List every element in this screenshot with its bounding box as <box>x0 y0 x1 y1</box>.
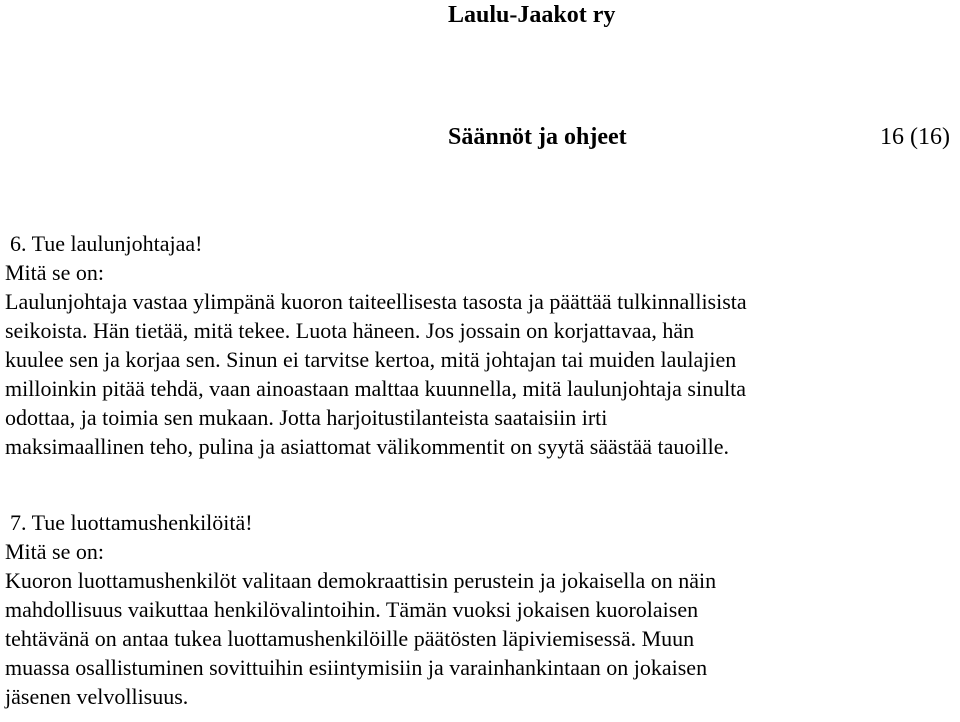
body-line: seikoista. Hän tietää, mitä tekee. Luota häneen. Jos jossain on korjattavaa, hän <box>5 318 695 343</box>
section-heading: 6. Tue laulunjohtajaa! <box>10 231 203 256</box>
body-line: tehtävänä on antaa tukea luottamushenkilöille päätösten läpiviemisessä. Muun <box>5 626 695 651</box>
section-subheading: Mitä se on: <box>5 539 104 564</box>
body-line: jäsenen velvollisuus. <box>5 684 189 709</box>
body-line: muassa osallistuminen sovittuihin esiintymisiin ja varainhankintaan on jokaisen <box>5 655 708 680</box>
page-number: 16 (16) <box>880 124 950 150</box>
body-line: milloinkin pitää tehdä, vaan ainoastaan malttaa kuunnella, mitä laulunjohtaja sinulta <box>5 376 747 401</box>
section-6 <box>5 229 955 461</box>
section-7 <box>5 508 955 711</box>
body-line: maksimaallinen teho, pulina ja asiattomat välikommentit on syytä säästää tauoille. <box>5 434 729 459</box>
organization-name: Laulu-Jaakot ry <box>448 2 616 28</box>
body-line: mahdollisuus vaikuttaa henkilövalintoihin. Tämän vuoksi jokaisen kuorolaisen <box>5 597 699 622</box>
body-line: odottaa, ja toimia sen mukaan. Jotta harjoitustilanteista saataisiin irti <box>5 405 608 430</box>
body-line: kuulee sen ja korjaa sen. Sinun ei tarvitse kertoa, mitä johtajan tai muiden laulajien <box>5 347 737 372</box>
document-title: Säännöt ja ohjeet <box>448 124 627 150</box>
body-line: Laulunjohtaja vastaa ylimpänä kuoron taiteellisesta tasosta ja päättää tulkinnallisista <box>5 289 747 314</box>
section-subheading: Mitä se on: <box>5 260 104 285</box>
section-heading: 7. Tue luottamushenkilöitä! <box>10 510 253 535</box>
body-line: Kuoron luottamushenkilöt valitaan demokraattisin perustein ja jokaisella on näin <box>5 568 717 593</box>
